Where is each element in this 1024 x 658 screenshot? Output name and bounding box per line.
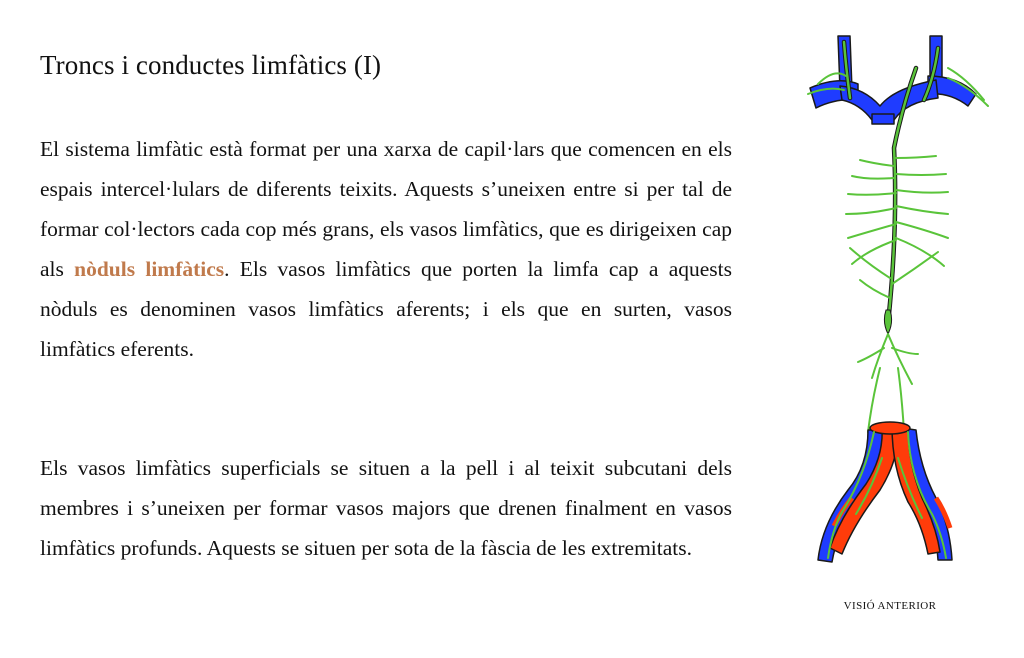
paragraph-1-text-b: . Els vasos limfàtics que porten la limfa cap a aquests nòduls es denominen vasos limfàtics aferents; i els que en surten, vasos limfàtics eferents. [40, 257, 733, 361]
paragraph-1-text-a: El sistema limfàtic està format per una xarxa de capil·lars que comencen en els espais intercel·lulars de diferents teixits. Aquests s’uneixen entre si per tal de formar col·lectors cada cop més grans, els vasos limfàtics, que es dirigeixen cap als [40, 137, 732, 281]
page-title: Troncs i conductes limfàtics (I) [40, 50, 382, 80]
iliac-vessels [818, 422, 952, 562]
paragraph-1 [40, 129, 732, 369]
figure-caption: VISIÓ ANTERIOR [843, 600, 937, 612]
link-noduls-limfatics[interactable]: nòduls limfàtics [74, 257, 225, 281]
paragraph-2: Els vasos limfàtics superficials se situen a la pell i al teixit subcutani dels membres i s’uneixen per formar vasos majors que drenen finalment en vasos limfàtics profunds. Aquests se situen per sota de la fàscia de les extremitats. [40, 456, 732, 560]
lymphatic-system-illustration [798, 28, 998, 568]
